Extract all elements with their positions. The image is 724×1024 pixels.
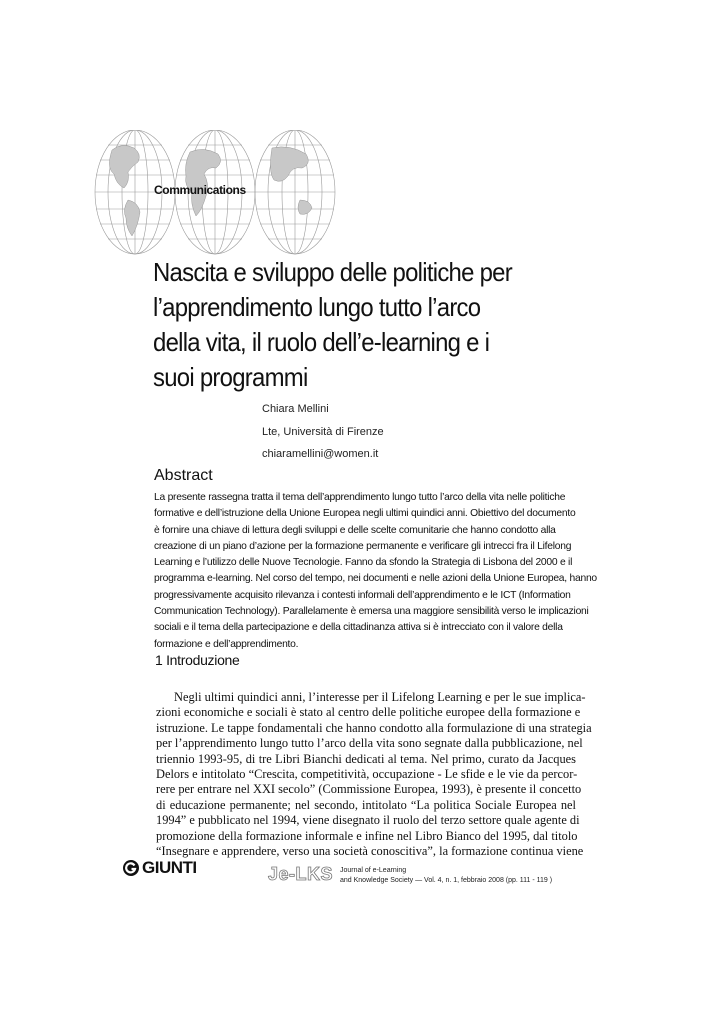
title-line: l’apprendimento lungo tutto l’arco [153, 292, 481, 322]
body-paragraph [156, 690, 592, 859]
author-affiliation: Lte, Università di Firenze [262, 426, 384, 438]
abstract-body [154, 490, 624, 653]
body-line: promozione della formazione informale e infine nel Libro Bianco del 1995, dal titolo [156, 828, 578, 843]
giunti-g-icon [122, 859, 140, 877]
section-heading: 1 Introduzione [155, 652, 240, 668]
journal-info [340, 866, 552, 886]
abstract-line: formazione e dell’apprendimento. [154, 638, 299, 650]
abstract-line: progressivamente acquisito rilevanza i contesti informali dell’apprendimento e le ICT (Information [154, 589, 571, 601]
section-label: Communications [154, 183, 246, 197]
author-email[interactable]: chiaramellini@women.it [262, 448, 379, 460]
abstract-line: Communication Technology). Parallelamente è emersa una maggiore sensibilità verso le implicazioni [154, 606, 589, 618]
body-line: 1994” e pubblicato nel 1994, viene disegnato il ruolo del terzo settore quale agente di [156, 813, 580, 828]
body-line: istruzione. Le tappe fondamentali che hanno condotto alla formulazione di una strategia [156, 720, 592, 735]
journal-logo: Je-LKS [268, 864, 334, 884]
body-line: di educazione permanente; nel secondo, intitolato “La politica Sociale Europea nel [156, 797, 576, 812]
body-line: “Insegnare e apprendere, verso una società conoscitiva”, la formazione continua viene [156, 844, 584, 859]
title-line: suoi programmi [153, 362, 308, 392]
publisher-name: GIUNTI [142, 858, 197, 877]
publisher-logo [122, 858, 197, 878]
author-name: Chiara Mellini [262, 403, 329, 415]
body-line: Negli ultimi quindici anni, l’interesse per il Lifelong Learning e per le sue implica- [174, 690, 586, 704]
title-line: Nascita e sviluppo delle politiche per [153, 257, 512, 287]
abstract-heading: Abstract [154, 467, 213, 484]
abstract-line: è fornire una chiave di lettura degli sviluppi e delle scelte comunitarie che hanno condotto alla [154, 524, 556, 536]
abstract-line: Learning e l’utilizzo delle Nuove Tecnologie. Fanno da sfondo la Strategia di Lisbona del 2000 e il [154, 557, 573, 569]
body-line: per l’apprendimento lungo tutto l’arco della vita sono segnate dalla pubblicazione, nel [156, 736, 583, 751]
abstract-line: formative e dell’istruzione della Unione Europea negli ultimi quindici anni. Obiettivo del documento [154, 508, 576, 520]
abstract-line: programma e-learning. Nel corso del tempo, nei documenti e nelle azioni della Unione Europea, hanno [154, 573, 597, 585]
body-line: rere per entrare nel XXI secolo” (Commissione Europea, 1993), è presente il concetto [156, 782, 582, 797]
abstract-line: creazione di un piano d’azione per la formazione permanente e verificare gli intrecci fra il Lifelong [154, 540, 572, 552]
body-line: zioni economiche e sociali è stato al centro delle politiche europee della formazione e [156, 705, 581, 720]
body-line: triennio 1993-95, di tre Libri Bianchi dedicati al tema. Nel primo, curato da Jacques [156, 751, 576, 766]
journal-line: Journal of e-Learning [340, 867, 407, 874]
abstract-line: La presente rassegna tratta il tema dell’apprendimento lungo tutto l’arco della vita nelle politiche [154, 492, 566, 503]
abstract-line: sociali e il tema della partecipazione e della cittadinanza attiva si è intrecciato con il valore della [154, 622, 563, 634]
body-line: Delors e intitolato “Crescita, competitività, occupazione - Le sfide e le vie da percor- [156, 767, 578, 782]
journal-line: and Knowledge Society — Vol. 4, n. 1, febbraio 2008 (pp. 111 - 119 ) [340, 877, 553, 884]
article-title [153, 255, 558, 395]
title-line: della vita, il ruolo dell’e-learning e i [153, 327, 490, 357]
